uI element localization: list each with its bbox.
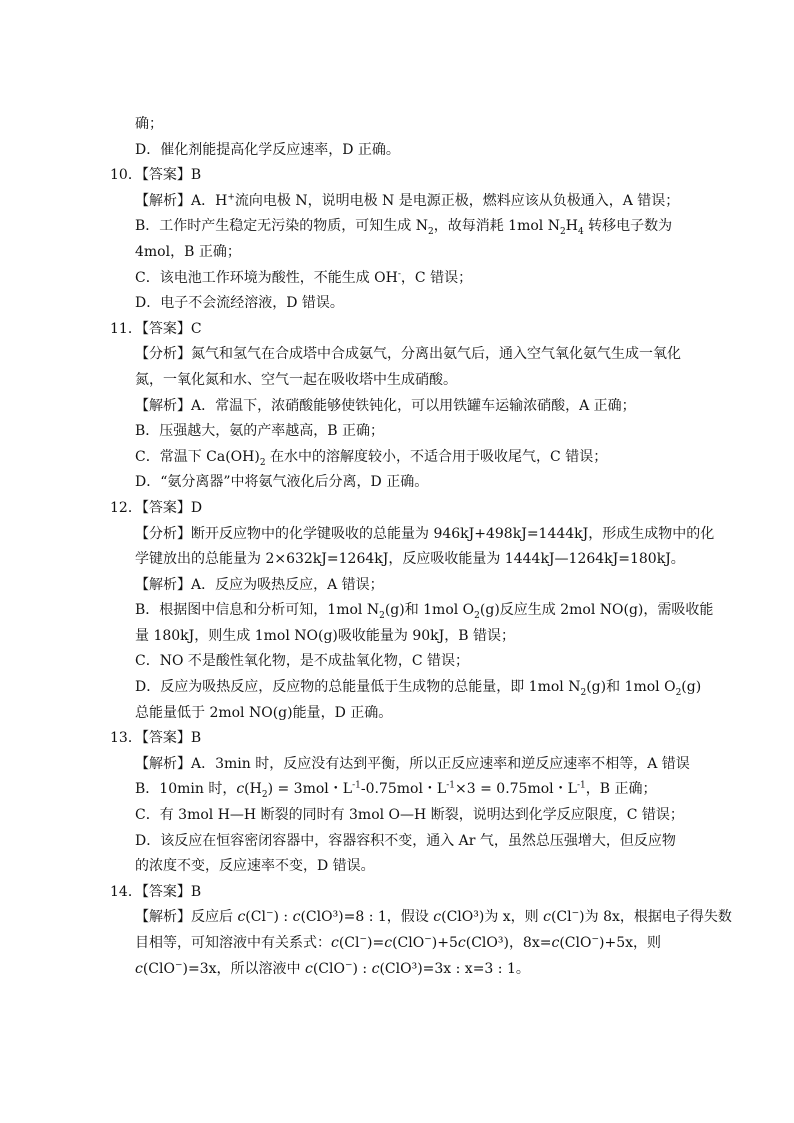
text-segment: )为 8x，根据电子得失数 <box>579 909 732 926</box>
text-segment: (ClO³)，8x= <box>465 935 552 951</box>
subscript: 2 <box>675 687 682 698</box>
subscript: 2 <box>379 611 385 622</box>
text-segment: -0.75mol・L <box>360 781 447 798</box>
text-segment: B．10min 时， <box>135 781 237 798</box>
subscript: 4 <box>577 227 584 238</box>
text-line <box>110 163 690 189</box>
text-line <box>110 905 732 931</box>
text-segment: 14．【答案】B <box>110 883 202 900</box>
superscript: − <box>265 908 274 919</box>
text-segment: (g)和 1mol O <box>586 679 676 696</box>
text-line <box>110 573 690 599</box>
italic-symbol: c <box>292 909 301 926</box>
text-line <box>110 777 690 803</box>
text-line <box>110 649 690 675</box>
superscript: − <box>344 959 353 970</box>
text-line <box>110 419 690 445</box>
text-segment: H <box>565 218 578 235</box>
subscript: 2 <box>580 687 587 698</box>
text-line <box>110 496 690 522</box>
text-segment: 10．【答案】B <box>110 167 202 184</box>
text-segment: (g) <box>681 679 702 696</box>
text-line <box>110 829 690 855</box>
text-segment: 总能量低于 2mol NO(g)能量，D 正确。 <box>135 704 393 721</box>
text-segment: D．反应为吸热反应，反应物的总能量低于生成物的总能量，即 1mol N <box>135 679 581 696</box>
text-line <box>110 752 690 778</box>
text-line <box>110 931 690 957</box>
subscript: 2 <box>559 227 566 238</box>
text-line <box>110 675 702 701</box>
text-segment: B．压强越大，氨的产率越高，B 正确； <box>135 423 385 440</box>
text-segment: (ClO <box>312 960 345 977</box>
text-segment: (ClO <box>142 960 175 977</box>
text-line <box>110 189 690 215</box>
italic-symbol: c <box>384 935 393 951</box>
text-line <box>110 880 690 906</box>
text-line <box>110 138 690 164</box>
text-segment: (Cl <box>550 909 572 926</box>
text-segment: 学键放出的总能量为 2×632kJ=1264kJ，反应吸收能量为 1444kJ—1264kJ=180kJ。 <box>135 551 685 568</box>
text-segment: 确； <box>135 116 163 132</box>
text-segment: 目相等，可知溶液中有关系式： <box>135 935 331 951</box>
text-segment: )+5x，则 <box>599 935 662 951</box>
text-segment: )= <box>367 935 385 951</box>
text-segment: B．工作时产生稳定无污染的物质，可知生成 N <box>135 218 428 235</box>
text-segment: (ClO³)=8 : 1，假设 <box>300 909 434 926</box>
italic-symbol: c <box>236 781 245 798</box>
text-line <box>110 854 690 880</box>
text-segment: C．该电池工作环境为酸性，不能生成 OH <box>135 269 398 286</box>
italic-symbol: c <box>433 909 442 926</box>
text-segment: ) = 3mol・L <box>267 781 353 798</box>
text-segment: )+5 <box>431 935 458 951</box>
text-line <box>110 726 690 752</box>
text-segment: D．“氨分离器”中将氨气液化后分离，D 正确。 <box>135 474 429 491</box>
text-line <box>110 214 690 240</box>
subscript: 2 <box>428 227 434 238</box>
italic-symbol: c <box>237 909 246 926</box>
superscript: − <box>424 934 432 945</box>
text-line <box>110 701 690 727</box>
italic-symbol: c <box>331 935 339 951</box>
text-segment: 量 180kJ，则生成 1mol NO(g)吸收能量为 90kJ，B 错误； <box>135 627 515 644</box>
superscript: - <box>397 268 401 279</box>
superscript: + <box>227 192 235 203</box>
text-line <box>110 957 690 983</box>
text-line <box>110 598 714 624</box>
text-line <box>110 368 690 394</box>
text-segment: ) : <box>273 909 293 926</box>
superscript: − <box>591 934 600 945</box>
text-segment: 【解析】A．3min 时，反应没有达到平衡，所以正反应速率和逆反应速率不相等，A 错误 <box>135 755 690 772</box>
text-segment: 氮，一氧化氮和水、空气一起在吸收塔中生成硝酸。 <box>135 371 457 388</box>
text-line <box>110 624 690 650</box>
text-segment: D．催化剂能提高化学反应速率，D 正确。 <box>135 141 400 158</box>
superscript: -1 <box>576 780 586 791</box>
superscript: − <box>571 908 580 919</box>
text-segment: 13．【答案】B <box>110 730 202 747</box>
text-segment: ×3 = 0.75mol・L <box>455 781 577 798</box>
text-segment: C．常温下 Ca(OH) <box>135 448 260 465</box>
text-segment: 【解析】A．反应为吸热反应，A 错误； <box>135 576 384 593</box>
text-segment: (g)和 1mol O <box>384 602 475 619</box>
text-line <box>110 342 690 368</box>
text-segment: 【分析】氮气和氢气在合成塔中合成氨气，分离出氨气后，通入空气氧化氨气生成一氧化 <box>135 346 681 363</box>
text-segment: )=3x，所以溶液中 <box>182 960 305 977</box>
text-segment: 【解析】反应后 <box>135 909 238 926</box>
italic-symbol: c <box>551 935 560 951</box>
text-line <box>110 317 690 343</box>
italic-symbol: c <box>371 960 380 977</box>
text-segment: C．有 3mol H—H 断裂的同时有 3mol O—H 断裂，说明达到化学反应限度，C 错误； <box>135 807 684 824</box>
subscript: 2 <box>261 790 268 801</box>
italic-symbol: c <box>543 909 551 926</box>
text-line <box>110 394 690 420</box>
text-segment: ，故每消耗 1mol N <box>433 218 560 235</box>
text-segment: ) : <box>352 960 372 977</box>
superscript: -1 <box>446 780 456 791</box>
text-segment: (H <box>244 781 262 798</box>
text-segment: 在水中的溶解度较小，不适合用于吸收尾气，C 错误； <box>265 448 608 465</box>
text-segment: (ClO <box>392 935 425 951</box>
text-segment: (Cl <box>245 909 266 926</box>
italic-symbol: c <box>135 960 143 977</box>
text-line <box>110 266 690 292</box>
text-line <box>110 291 690 317</box>
italic-symbol: c <box>457 935 466 951</box>
text-segment: 的浓度不变，反应速率不变，D 错误。 <box>135 858 375 875</box>
text-line <box>110 522 715 548</box>
superscript: − <box>359 934 368 945</box>
text-segment: D．该反应在恒容密闭容器中，容器容积不变，通入 Ar 气，虽然总压强增大，但反应物 <box>135 832 676 849</box>
text-segment: (Cl <box>338 935 360 951</box>
text-segment: ，B 正确； <box>585 781 657 798</box>
italic-symbol: c <box>304 960 313 977</box>
text-line <box>110 547 690 573</box>
text-segment: (ClO³)为 x，则 <box>441 909 544 926</box>
text-line <box>110 803 690 829</box>
text-segment: (ClO <box>559 935 592 951</box>
text-segment: 流向电极 N，说明电极 N 是电源正极，燃料应该从负极通入，A 错误； <box>234 192 680 209</box>
text-segment: 12．【答案】D <box>110 499 203 516</box>
text-segment: 转移电子数为 <box>583 218 673 235</box>
text-segment: D．电子不会流经溶液，D 错误。 <box>135 295 344 312</box>
text-segment: ，C 错误； <box>400 269 473 286</box>
text-segment: B．根据图中信息和分析可知，1mol N <box>135 602 380 619</box>
text-segment: 4mol，B 正确； <box>135 243 241 260</box>
text-segment: 【解析】A．H <box>135 192 228 209</box>
text-segment: 【解析】A．常温下，浓硝酸能够使铁钝化，可以用铁罐车运输浓硝酸，A 正确； <box>135 397 636 414</box>
superscript: -1 <box>352 780 361 791</box>
subscript: 2 <box>259 457 266 468</box>
superscript: − <box>174 959 183 970</box>
text-line <box>110 445 690 471</box>
answer-analysis-text <box>110 112 732 982</box>
text-line <box>110 112 690 138</box>
text-segment: (ClO³)=3x : x=3 : 1。 <box>379 960 530 977</box>
text-segment: (g)反应生成 2mol NO(g)，需吸收能 <box>479 602 714 619</box>
subscript: 2 <box>474 611 480 622</box>
text-segment: 11．【答案】C <box>110 320 202 337</box>
text-line <box>110 240 690 266</box>
text-line <box>110 470 690 496</box>
text-segment: 【分析】断开反应物中的化学键吸收的总能量为 946kJ+498kJ=1444kJ，形成生成物中的化 <box>135 525 715 542</box>
text-segment: C．NO 不是酸性氧化物，是不成盐氧化物，C 错误； <box>135 653 470 670</box>
